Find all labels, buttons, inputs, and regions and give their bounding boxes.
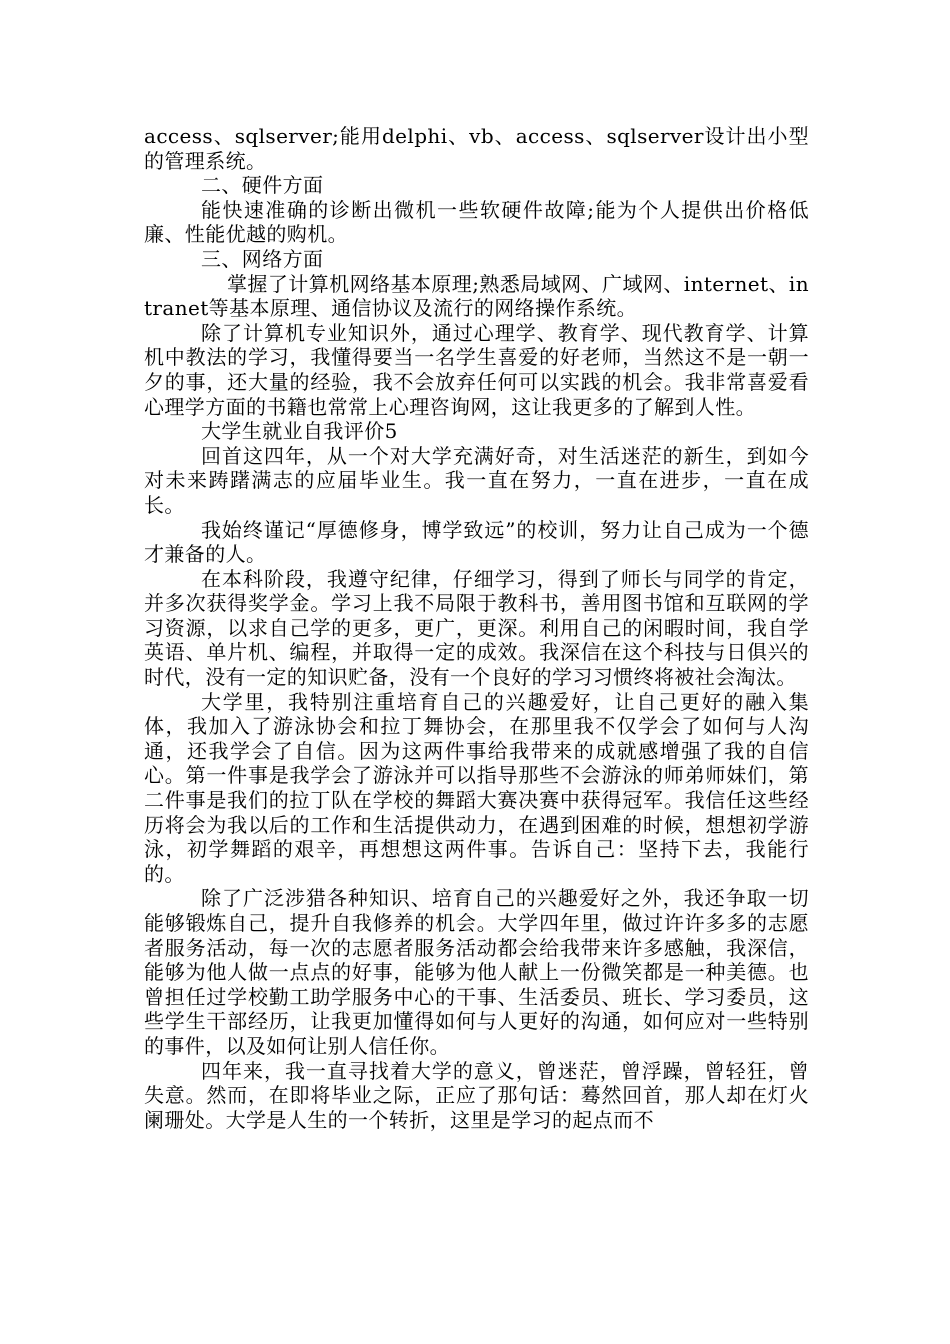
paragraph-volunteer: 除了广泛涉猎各种知识、培育自己的兴趣爱好之外，我还争取一切能够锻炼自己，提升自我修养的机会。大学四年里，做过许许多多的志愿者服务活动，每一次的志愿者服务活动都会给我带来许多感触，我深信，能够为他人做一点点的好事，能够为他人献上一份微笑都是一种美德。也曾担任过学校勤工助学服务中心的干事、生活委员、班长、学习委员，这些学生干部经历，让我更加懂得如何与人更好的沟通，如何应对一些特别的事件，以及如何让别人信任你。 [144, 886, 809, 1058]
paragraph-four-years: 回首这四年，从一个对大学充满好奇，对生活迷茫的新生，到如今对未来踌躇满志的应届毕业生。我一直在努力，一直在进步，一直在成长。 [144, 443, 809, 517]
paragraph-hobbies: 大学里，我特别注重培育自己的兴趣爱好，让自己更好的融入集体，我加入了游泳协会和拉丁舞协会，在那里我不仅学会了如何与人沟通，还我学会了自信。因为这两件事给我带来的成就感增强了我的自信心。第一件事是我学会了游泳并可以指导那些不会游泳的师弟师妹们，第二件事是我们的拉丁队在学校的舞蹈大赛决赛中获得冠军。我信任这些经历将会为我以后的工作和生活提供动力，在遇到困难的时候，想想初学游泳，初学舞蹈的艰辛，再想想这两件事。告诉自己：坚持下去，我能行的。 [144, 689, 809, 886]
paragraph-hardware: 能快速准确的诊断出微机一些软硬件故障;能为个人提供出价格低廉、性能优越的购机。 [144, 197, 809, 247]
section-heading-network: 三、网络方面 [201, 246, 324, 271]
paragraph-motto: 我始终谨记“厚德修身，博学致远”的校训，努力让自己成为一个德才兼备的人。 [144, 517, 809, 567]
paragraph-software-continued: access、sqlserver;能用delphi、vb、access、sqlserver设计出小型的管理系统。 [144, 124, 809, 173]
paragraph-reflection: 四年来，我一直寻找着大学的意义，曾迷茫，曾浮躁，曾轻狂，曾失意。然而，在即将毕业之际，正应了那句话：蓦然回首，那人却在灯火阑珊处。大学是人生的一个转折，这里是学习的起点而不 [144, 1058, 809, 1132]
section-heading-hardware: 二、硬件方面 [201, 173, 324, 198]
document-body [144, 124, 809, 1132]
paragraph-teaching: 除了计算机专业知识外，通过心理学、教育学、现代教育学、计算机中教法的学习，我懂得要当一名学生喜爱的好老师，当然这不是一朝一夕的事，还大量的经验，我不会放弃任何可以实践的机会。我非常喜爱看心理学方面的书籍也常常上心理咨询网，这让我更多的了解到人性。 [144, 320, 809, 419]
paragraph-undergraduate: 在本科阶段，我遵守纪律，仔细学习，得到了师长与同学的肯定，并多次获得奖学金。学习上我不局限于教科书，善用图书馆和互联网的学习资源，以求自己学的更多，更广，更深。利用自己的闲暇时间，我自学英语、单片机、编程，并取得一定的成效。我深信在这个科技与日俱兴的时代，没有一定的知识贮备，没有一个良好的学习习惯终将被社会淘汰。 [144, 566, 809, 690]
paragraph-network: 掌握了计算机网络基本原理;熟悉局域网、广域网、internet、intranet等基本原理、通信协议及流行的网络操作系统。 [144, 271, 809, 321]
section-title-self-evaluation: 大学生就业自我评价5 [201, 419, 398, 444]
